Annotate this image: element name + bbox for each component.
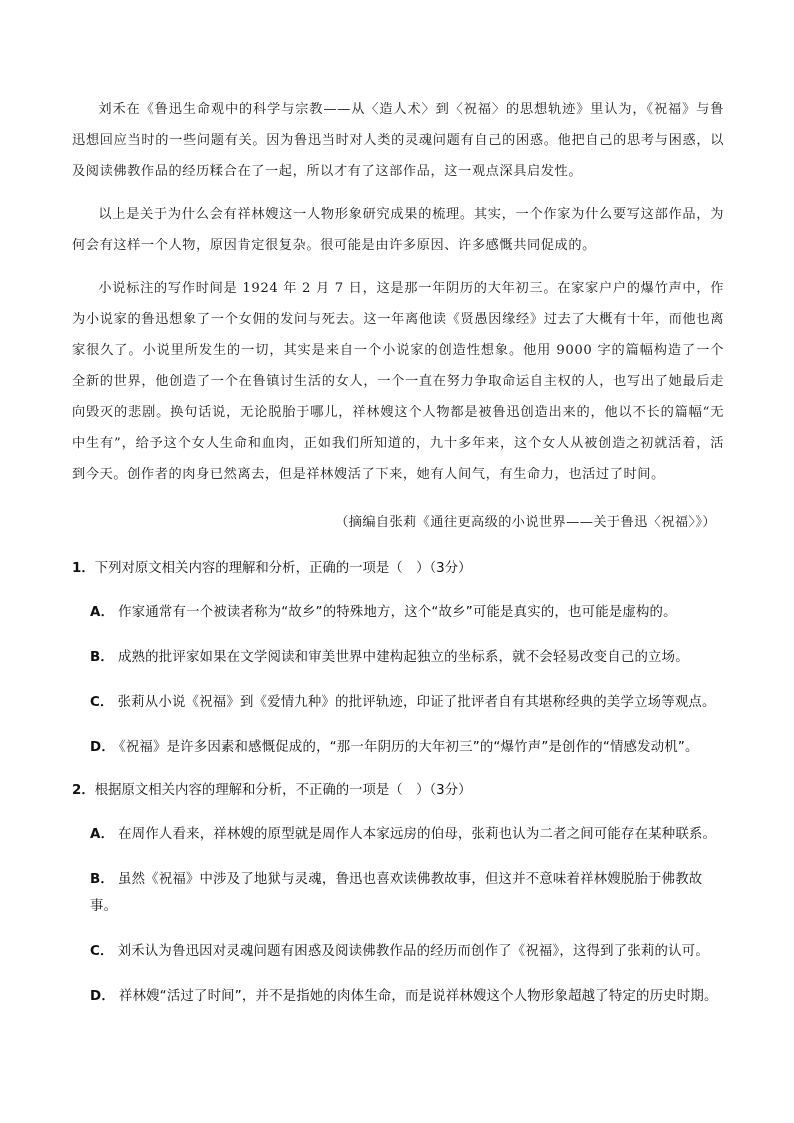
option-c[interactable]: [72, 938, 724, 965]
question-number: 2．: [72, 783, 95, 798]
option-letter: C．: [90, 944, 114, 959]
option-text: 张莉从小说《祝福》到《爱情九种》的批评轨迹，印证了批评者自有其堪称经典的美学立场等观点。: [117, 695, 716, 710]
question-text: 根据原文相关内容的理解和分析，不正确的一项是（ ）（3分）: [94, 783, 472, 798]
option-letter: D．: [90, 740, 115, 755]
option-a[interactable]: [72, 599, 724, 626]
option-text: 刘禾认为鲁迅因对灵魂问题有困惑及阅读佛教作品的经历而创作了《祝福》，这得到了张莉的认可。: [117, 944, 709, 959]
reading-passage: [72, 94, 724, 502]
question-text: 下列对原文相关内容的理解和分析，正确的一项是（ ）（3分）: [94, 561, 472, 576]
passage-source: （摘编自张莉《通往更高级的小说世界——关于鲁迅〈祝福〉》）: [335, 515, 716, 530]
option-text: 祥林嫂“活过了时间”，并不是指她的肉体生命，而是说祥林嫂这个人物形象超越了特定的历史时期。: [118, 989, 718, 1004]
option-letter: D．: [90, 989, 115, 1004]
option-d[interactable]: [72, 983, 724, 1010]
option-text: 《祝福》是许多因素和感慨促成的，“那一年阴历的大年初三”的“爆竹声”是创作的“情感发动机”。: [118, 740, 699, 755]
option-b[interactable]: [72, 866, 724, 920]
option-letter: A．: [90, 605, 115, 620]
option-a[interactable]: [72, 821, 724, 848]
passage-paragraph-3: 小说标注的写作时间是 1924 年 2 月 7 日，这是那一年阴历的大年初三。在家家户户的爆竹声中，作为小说家的鲁迅想象了一个女佣的发问与死去。这一年离他读《贤愚因缘经》过去了大概有十年，而他也离家很久了。小说里所发生的一切，其实是来自一个小说家的创造性想象。他用 9000 字的篇幅构造了一个全新的世界，他创造了一个在鲁镇讨生活的女人，一个一直在努力争取命运自主权的人，也写出了她最后走向毁灭的悲剧。换句话说，无论脱胎于哪儿，祥林嫂这个人物都是被鲁迅创造出来的，他以不长的篇幅“无中生有”，给予这个女人生命和血肉，正如我们所知道的，九十多年来，这个女人从被创造之初就活着，活到今天。创作者的肉身已然离去，但是祥林嫂活了下来，她有人间气，有生命力，也活过了时间。: [72, 281, 724, 482]
option-text: 成熟的批评家如果在文学阅读和审美世界中建构起独立的坐标系，就不会轻易改变自己的立场。: [118, 650, 689, 665]
question-2: [72, 780, 724, 1010]
option-text: 虽然《祝福》中涉及了地狱与灵魂，鲁迅也喜欢读佛教故事，但这并不意味着祥林嫂脱胎于佛教故事。: [90, 872, 703, 914]
option-d[interactable]: [72, 734, 724, 761]
question-1: [72, 558, 724, 761]
question-number: 1．: [72, 561, 95, 576]
option-letter: B．: [90, 872, 114, 887]
question-stem: [72, 558, 724, 580]
option-c[interactable]: [72, 689, 724, 716]
passage-paragraph-2: 以上是关于为什么会有祥林嫂这一人物形象研究成果的梳理。其实，一个作家为什么要写这部作品，为何会有这样一个人物，原因肯定很复杂。很可能是由许多原因、许多感慨共同促成的。: [72, 207, 724, 253]
option-text: 在周作人看来，祥林嫂的原型就是周作人本家远房的伯母，张莉也认为二者之间可能存在某种联系。: [118, 827, 717, 842]
option-letter: A．: [90, 827, 115, 842]
option-letter: B．: [90, 650, 114, 665]
option-text: 作家通常有一个被读者称为“故乡”的特殊地方，这个“故乡”可能是真实的，也可能是虚构的。: [118, 605, 677, 620]
option-b[interactable]: [72, 644, 724, 671]
option-letter: C．: [90, 695, 114, 710]
passage-paragraph-1: 刘禾在《鲁迅生命观中的科学与宗教——从〈造人术〉到〈祝福〉的思想轨迹》里认为，《祝福》与鲁迅想回应当时的一些问题有关。因为鲁迅当时对人类的灵魂问题有自己的困惑。他把自己的思考与困惑，以及阅读佛教作品的经历糅合在了一起，所以才有了这部作品，这一观点深具启发性。: [72, 102, 724, 179]
question-stem: [72, 780, 724, 802]
